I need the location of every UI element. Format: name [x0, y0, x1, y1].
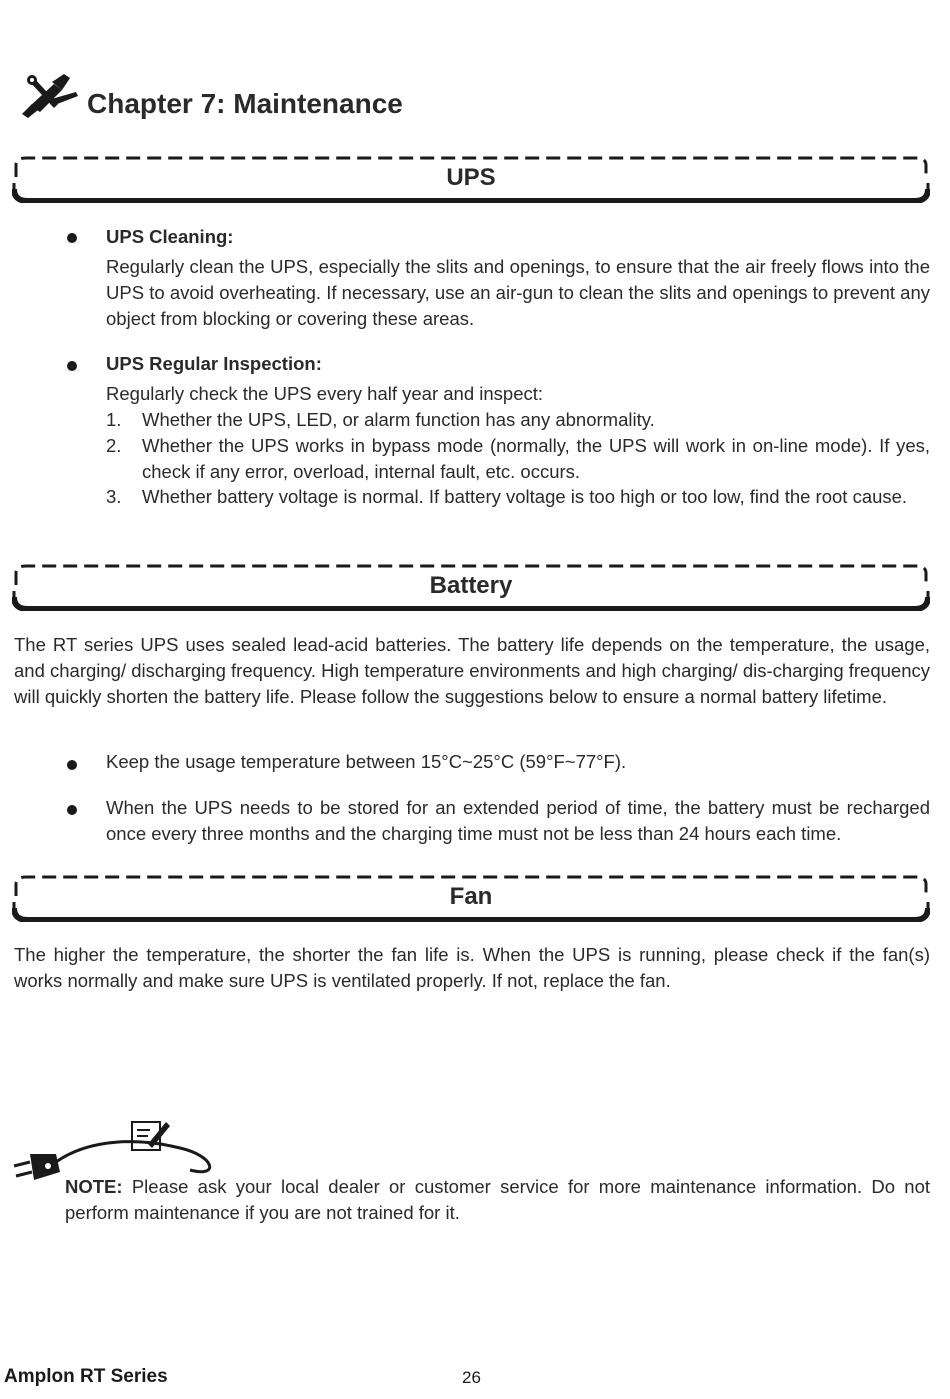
inspection-item: Whether the UPS works in bypass mode (normally, the UPS will work in on-line mode). If yes, check if any error, overload, internal fault, etc. occurs.: [142, 435, 930, 482]
note-label: NOTE:: [65, 1176, 123, 1197]
battery-bullet: Keep the usage temperature between 15°C~25°C (59°F~77°F).: [106, 751, 627, 772]
section-banner-fan: [12, 874, 930, 922]
list-number: 3.: [106, 486, 122, 507]
chapter-title: Chapter 7: Maintenance: [87, 88, 403, 119]
list-number: 1.: [106, 409, 122, 430]
footer-brand: Amplon RT Series: [4, 1366, 168, 1387]
bullet-dot: [67, 361, 77, 371]
note-text: [65, 1174, 930, 1226]
note-body: Please ask your local dealer or customer service for more maintenance information. Do not perform maintenance if you are not trained for it.: [65, 1176, 930, 1223]
bullet-dot: [67, 805, 77, 815]
inspection-item: Whether the UPS, LED, or alarm function has any abnormality.: [142, 409, 655, 430]
section-banner-title: UPS: [446, 164, 496, 191]
battery-bullet: When the UPS needs to be stored for an extended period of time, the battery must be recharged once every three months and the charging time must not be less than 24 hours each time.: [106, 797, 930, 844]
page-number: 26: [462, 1368, 481, 1387]
bullet-dot: [67, 233, 77, 243]
bullet-dot: [67, 760, 77, 770]
section-banner-ups: [12, 155, 930, 203]
section-banner-title: Battery: [429, 572, 513, 599]
cleaning-body: Regularly clean the UPS, especially the slits and openings, to ensure that the air freely flows into the UPS to avoid overheating. If necessary, use an air-gun to clean the slits and openings to prevent any object from blocking or covering these areas.: [106, 256, 930, 329]
inspection-intro: Regularly check the UPS every half year and inspect:: [106, 383, 544, 404]
fan-body: The higher the temperature, the shorter the fan life is. When the UPS is running, please check if the fan(s) works normally and make sure UPS is ventilated properly. If not, replace the fan.: [14, 944, 930, 991]
list-number: 2.: [106, 435, 122, 456]
cleaning-heading: UPS Cleaning:: [106, 226, 234, 247]
inspection-heading: UPS Regular Inspection:: [106, 353, 322, 374]
section-banner-title: Fan: [449, 883, 493, 910]
battery-intro: The RT series UPS uses sealed lead-acid batteries. The battery life depends on the temperature, the usage, and charging/ discharging frequency. High temperature environments and high charging/ dis-charging frequency will quickly shorten the battery life. Please follow the suggestions below to ensure a normal battery lifetime.: [14, 634, 930, 707]
wrench-screwdriver-icon: [18, 70, 82, 120]
section-banner-battery: [12, 563, 930, 611]
inspection-item: Whether battery voltage is normal. If battery voltage is too high or too low, find the root cause.: [142, 486, 908, 507]
